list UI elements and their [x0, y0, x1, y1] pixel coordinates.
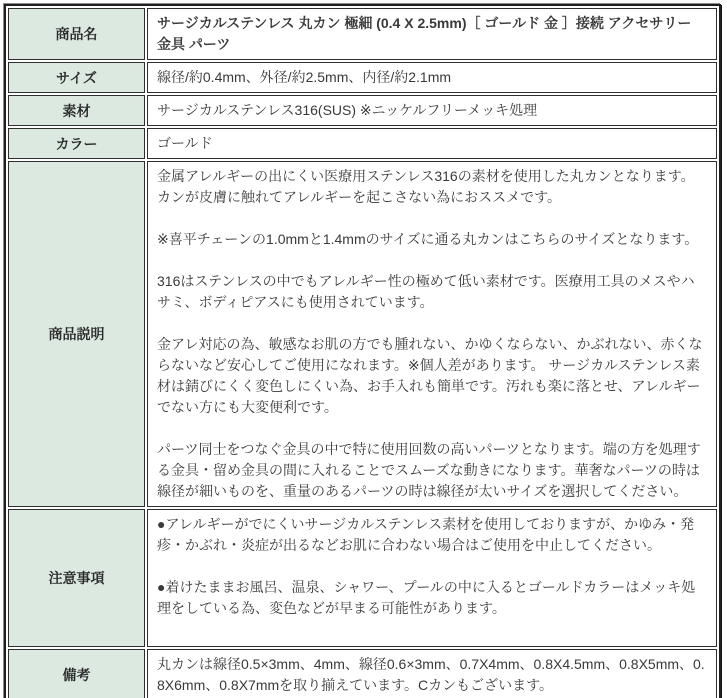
- row-header-material: 素材: [8, 95, 145, 126]
- table-row-product-name: [8, 8, 717, 60]
- row-header-cautions: 注意事項: [8, 509, 145, 647]
- table-row-description: [8, 161, 717, 507]
- description-paragraph: 金アレ対応の為、敏感なお肌の方でも腫れない、かゆくならない、かぶれない、赤くならないなど安心してご使用になれます。※個人差があります。 サージカルステンレス素材は錆びにくく変色しにくい為、お手入れも簡単です。汚れも楽に落とせ、アレルギーでない方にも大変便利です。: [157, 336, 703, 415]
- table-row-cautions: [8, 509, 717, 647]
- row-header-product-name: 商品名: [8, 8, 145, 60]
- row-value-notes: 丸カンは線径0.5×3mm、4mm、線径0.6×3mm、0.7X4mm、0.8X4.5mm、0.8X5mm、0.8X6mm、0.8X7mmを取り揃えています。Cカンもございます。: [147, 649, 717, 698]
- row-header-description: 商品説明: [8, 161, 145, 507]
- caution-paragraph: ●着けたままお風呂、温泉、シャワー、プールの中に入るとゴールドカラーはメッキ処理をしている為、変色などが早まる可能性があります。: [157, 579, 696, 616]
- product-spec-table: [4, 4, 721, 698]
- table-row-size: [8, 62, 717, 93]
- row-value-product-name: サージカルステンレス 丸カン 極細 (0.4 X 2.5mm)［ ゴールド 金 ］接続 アクセサリー 金具 パーツ: [147, 8, 717, 60]
- row-header-size: サイズ: [8, 62, 145, 93]
- description-paragraph: パーツ同士をつなぐ金具の中で特に使用回数の高いパーツとなります。端の方を処理する金具・留め金具の間に入れることでスムーズな動きになります。華奢なパーツの時は線径が細いものを、重量のあるパーツの時は線径が太いサイズを選択してください。: [157, 441, 701, 499]
- row-value-cautions: [147, 509, 717, 647]
- description-paragraph: 金属アレルギーの出にくい医療用ステンレス316の素材を使用した丸カンとなります。カンが皮膚に触れてアレルギーを起こさない為におススメです。: [157, 168, 695, 205]
- table-row-material: [8, 95, 717, 126]
- caution-paragraph: ●アレルギーがでにくいサージカルステンレス素材を使用しておりますが、かゆみ・発疹・かぶれ・炎症が出るなどお肌に合わない場合はご使用を中止してください。: [157, 516, 695, 553]
- row-header-color: カラー: [8, 128, 145, 159]
- table-row-notes: [8, 649, 717, 698]
- row-value-description: [147, 161, 717, 507]
- row-value-material: サージカルステンレス316(SUS) ※ニッケルフリーメッキ処理: [147, 95, 717, 126]
- description-paragraph: 316はステンレスの中でもアレルギー性の極めて低い素材です。医療用工具のメスやハサミ、ボディピアスにも使用されています。: [157, 273, 695, 310]
- table-row-color: [8, 128, 717, 159]
- row-value-color: ゴールド: [147, 128, 717, 159]
- row-value-size: 線径/約0.4mm、外径/約2.5mm、内径/約2.1mm: [147, 62, 717, 93]
- row-header-notes: 備考: [8, 649, 145, 698]
- description-paragraph: ※喜平チェーンの1.0mmと1.4mmのサイズに通る丸カンはこちらのサイズとなります。: [157, 231, 699, 247]
